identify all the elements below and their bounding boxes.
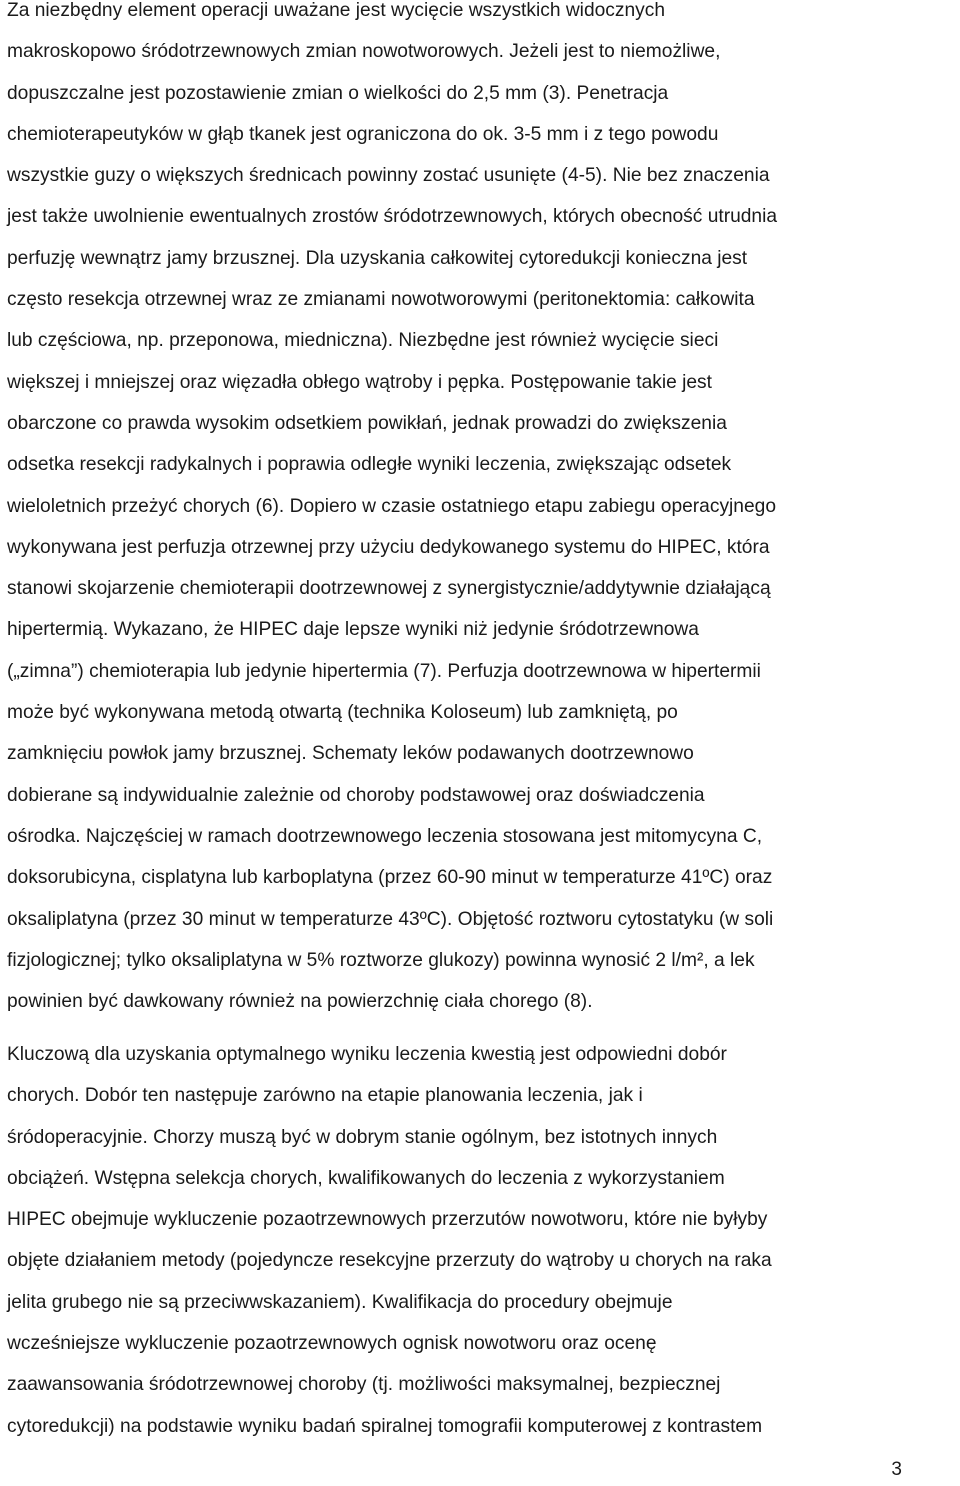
- text-line: lub częściowa, np. przeponowa, miedniczna). Niezbędne jest również wycięcie sieci: [7, 330, 719, 352]
- text-line: wieloletnich przeżyć chorych (6). Dopiero w czasie ostatniego etapu zabiegu operacyjnego: [7, 495, 776, 517]
- text-line: chorych. Dobór ten następuje zarówno na etapie planowania leczenia, jak i: [7, 1085, 643, 1107]
- text-line: ośrodka. Najczęściej w ramach dootrzewnowego leczenia stosowana jest mitomycyna C,: [7, 825, 763, 847]
- text-line: doksorubicyna, cisplatyna lub karboplatyna (przez 60-90 minut w temperaturze 41ºC) oraz: [7, 867, 773, 889]
- paragraph-2: [7, 1034, 957, 1447]
- text-line: dopuszczalne jest pozostawienie zmian o wielkości do 2,5 mm (3). Penetracja: [7, 82, 669, 104]
- text-line: oksaliplatyna (przez 30 minut w temperaturze 43ºC). Objętość roztworu cytostatyku (w soli: [7, 908, 774, 930]
- text-line: obarczone co prawda wysokim odsetkiem powikłań, jednak prowadzi do zwiększenia: [7, 412, 727, 434]
- text-line: cytoredukcji) na podstawie wyniku badań spiralnej tomografii komputerowej z kontrastem: [7, 1415, 763, 1437]
- text-line: jest także uwolnienie ewentualnych zrostów śródotrzewnowych, których obecność utrudnia: [7, 206, 778, 228]
- text-line: objęte działaniem metody (pojedyncze resekcyjne przerzuty do wątroby u chorych na raka: [7, 1250, 772, 1272]
- text-line: zaawansowania śródotrzewnowej choroby (tj. możliwości maksymalnej, bezpiecznej: [7, 1374, 721, 1396]
- text-line: obciążeń. Wstępna selekcja chorych, kwalifikowanych do leczenia z wykorzystaniem: [7, 1167, 725, 1189]
- text-line: Kluczową dla uzyskania optymalnego wyniku leczenia kwestią jest odpowiedni dobór: [7, 1044, 727, 1065]
- text-line: powinien być dawkowany również na powierzchnię ciała chorego (8).: [7, 991, 593, 1013]
- page-number: 3: [891, 1459, 902, 1480]
- text-line: odsetka resekcji radykalnych i poprawia odległe wyniki leczenia, zwiększając odsetek: [7, 454, 732, 476]
- text-line: („zimna”) chemioterapia lub jedynie hipertermia (7). Perfuzja dootrzewnowa w hipertermii: [7, 660, 761, 682]
- text-line: wszystkie guzy o większych średnicach powinny zostać usunięte (4-5). Nie bez znaczenia: [7, 165, 770, 187]
- text-line: większej i mniejszej oraz więzadła obłego wątroby i pępka. Postępowanie takie jest: [7, 371, 712, 393]
- text-line: śródoperacyjnie. Chorzy muszą być w dobrym stanie ogólnym, bez istotnych innych: [7, 1126, 718, 1148]
- text-line: hipertermią. Wykazano, że HIPEC daje lepsze wyniki niż jedynie śródotrzewnowa: [7, 619, 699, 641]
- text-line: jelita grubego nie są przeciwwskazaniem). Kwalifikacja do procedury obejmuje: [7, 1291, 673, 1313]
- text-line: HIPEC obejmuje wykluczenie pozaotrzewnowych przerzutów nowotworu, które nie byłyby: [7, 1209, 768, 1231]
- text-line: może być wykonywana metodą otwartą (technika Koloseum) lub zamkniętą, po: [7, 702, 678, 724]
- text-line: wykonywana jest perfuzja otrzewnej przy użyciu dedykowanego systemu do HIPEC, która: [7, 536, 770, 558]
- text-line: stanowi skojarzenie chemioterapii dootrzewnowej z synergistycznie/addytywnie działającą: [7, 578, 771, 600]
- paragraph-1: [7, 0, 957, 1022]
- text-line: często resekcja otrzewnej wraz ze zmianami nowotworowymi (peritonektomia: całkowita: [7, 289, 755, 311]
- text-line: perfuzję wewnątrz jamy brzusznej. Dla uzyskania całkowitej cytoredukcji konieczna jest: [7, 247, 748, 269]
- text-line: makroskopowo śródotrzewnowych zmian nowotworowych. Jeżeli jest to niemożliwe,: [7, 41, 721, 63]
- text-line: dobierane są indywidualnie zależnie od choroby podstawowej oraz doświadczenia: [7, 784, 705, 806]
- text-line: zamknięciu powłok jamy brzusznej. Schematy leków podawanych dootrzewnowo: [7, 743, 694, 765]
- text-line: chemioterapeutyków w głąb tkanek jest ograniczona do ok. 3-5 mm i z tego powodu: [7, 123, 719, 145]
- text-line: wcześniejsze wykluczenie pozaotrzewnowych ognisk nowotworu oraz ocenę: [7, 1333, 657, 1355]
- text-line: Za niezbędny element operacji uważane jest wycięcie wszystkich widocznych: [7, 0, 666, 21]
- text-line: fizjologicznej; tylko oksaliplatyna w 5% roztworze glukozy) powinna wynosić 2 l/m², a lek: [7, 949, 755, 971]
